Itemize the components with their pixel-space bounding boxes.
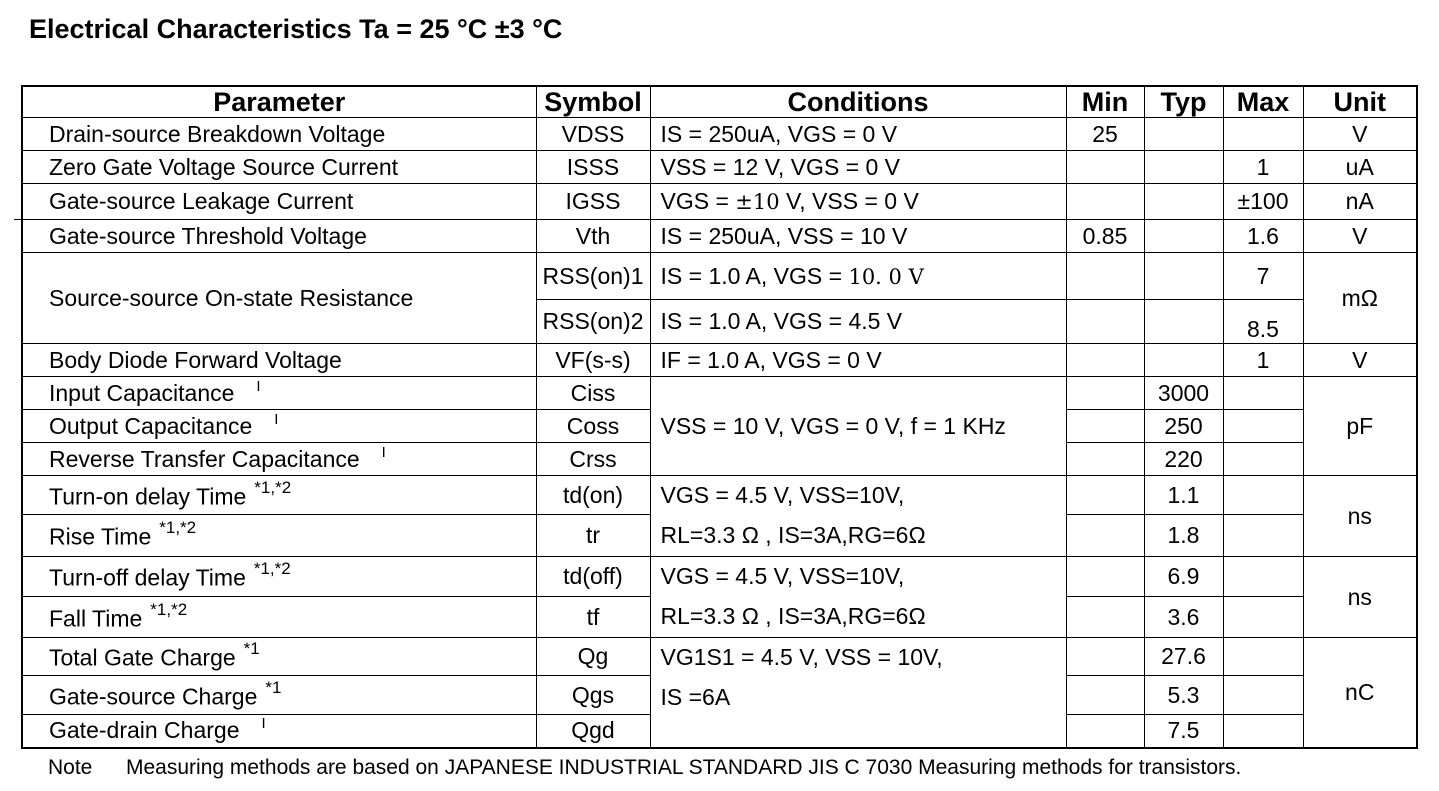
table-row bbox=[22, 344, 1417, 377]
unit-cell: V bbox=[1303, 220, 1417, 253]
unit-cell: ns bbox=[1303, 557, 1417, 638]
unit-cell: V bbox=[1303, 344, 1417, 377]
table-row bbox=[22, 476, 1417, 515]
parameter-cell: Gate-source Threshold Voltage bbox=[22, 220, 536, 253]
parameter-label: Gate-drain Charge bbox=[49, 717, 240, 744]
parameter-cell: Zero Gate Voltage Source Current bbox=[22, 151, 536, 184]
max-cell bbox=[1223, 715, 1303, 748]
conditions-part: VGS = bbox=[660, 188, 736, 214]
typ-cell bbox=[1144, 220, 1223, 253]
page-title: Electrical Characteristics Ta = 25 °C ±3 °C bbox=[29, 14, 563, 44]
header-max: Max bbox=[1223, 86, 1303, 118]
max-cell: 1.6 bbox=[1223, 220, 1303, 253]
table-row bbox=[22, 638, 1417, 676]
symbol-cell: Vth bbox=[536, 220, 650, 253]
min-cell bbox=[1066, 253, 1144, 300]
min-cell: 25 bbox=[1066, 118, 1144, 151]
max-cell bbox=[1223, 638, 1303, 676]
conditions-line: RL=3.3 Ω , IS=3A,RG=6Ω bbox=[660, 522, 926, 548]
min-cell bbox=[1066, 151, 1144, 184]
table-row bbox=[22, 220, 1417, 253]
header-min: Min bbox=[1066, 86, 1144, 118]
parameter-cell: Gate-source Leakage Current bbox=[22, 184, 536, 220]
table-row bbox=[22, 184, 1417, 220]
min-cell bbox=[1066, 410, 1144, 443]
conditions-cell: VSS = 10 V, VGS = 0 V, f = 1 KHz bbox=[650, 377, 1066, 476]
parameter-cell: Drain-source Breakdown Voltage bbox=[22, 118, 536, 151]
typ-cell bbox=[1144, 151, 1223, 184]
parameter-cell: Body Diode Forward Voltage bbox=[22, 344, 536, 377]
parameter-label: Turn-off delay Time bbox=[49, 564, 246, 591]
min-cell bbox=[1066, 557, 1144, 597]
header-symbol: Symbol bbox=[536, 86, 650, 118]
symbol-cell: VF(s-s) bbox=[536, 344, 650, 377]
conditions-cell bbox=[650, 476, 1066, 557]
symbol-cell: td(on) bbox=[536, 476, 650, 515]
conditions-cell bbox=[650, 184, 1066, 220]
parameter-label: Total Gate Charge bbox=[49, 644, 236, 671]
typ-cell: 6.9 bbox=[1144, 557, 1223, 597]
parameter-label: Rise Time bbox=[49, 524, 152, 551]
header-parameter: Parameter bbox=[22, 86, 536, 118]
conditions-line: VG1S1 = 4.5 V, VSS = 10V, bbox=[660, 644, 943, 670]
typ-cell bbox=[1144, 118, 1223, 151]
footnote-mark: I bbox=[261, 715, 266, 733]
max-cell bbox=[1223, 118, 1303, 151]
typ-cell: 7.5 bbox=[1144, 715, 1223, 748]
unit-cell: V bbox=[1303, 118, 1417, 151]
conditions-cell bbox=[650, 557, 1066, 638]
min-cell: 0.85 bbox=[1066, 220, 1144, 253]
conditions-cell bbox=[650, 638, 1066, 748]
conditions-line: IS =6A bbox=[660, 684, 731, 710]
max-cell bbox=[1223, 410, 1303, 443]
typ-cell: 220 bbox=[1144, 443, 1223, 476]
max-cell: 1 bbox=[1223, 151, 1303, 184]
symbol-cell: RSS(on)1 bbox=[536, 253, 650, 300]
footnote-ref: *1,*2 bbox=[150, 599, 188, 619]
parameter-cell bbox=[22, 676, 536, 715]
parameter-label: Output Capacitance bbox=[49, 412, 253, 439]
footnote-mark: I bbox=[381, 443, 386, 461]
symbol-cell: Ciss bbox=[536, 377, 650, 410]
min-cell bbox=[1066, 676, 1144, 715]
typ-cell: 27.6 bbox=[1144, 638, 1223, 676]
symbol-cell: tf bbox=[536, 597, 650, 638]
parameter-cell bbox=[22, 476, 536, 515]
conditions-cell bbox=[650, 253, 1066, 300]
parameter-label: Input Capacitance bbox=[49, 379, 235, 406]
parameter-cell bbox=[22, 443, 536, 476]
parameter-label: Turn-on delay Time bbox=[49, 483, 247, 510]
conditions-line: RL=3.3 Ω , IS=3A,RG=6Ω bbox=[660, 603, 926, 629]
parameter-cell bbox=[22, 715, 536, 748]
conditions-cell: IS = 250uA, VGS = 0 V bbox=[650, 118, 1066, 151]
max-cell bbox=[1223, 443, 1303, 476]
typ-cell: 1.1 bbox=[1144, 476, 1223, 515]
max-cell: ±100 bbox=[1223, 184, 1303, 220]
typ-cell: 3000 bbox=[1144, 377, 1223, 410]
parameter-label: Gate-source Charge bbox=[49, 683, 258, 710]
electrical-characteristics-table bbox=[21, 85, 1418, 749]
unit-cell: mΩ bbox=[1303, 253, 1417, 344]
unit-cell: ns bbox=[1303, 476, 1417, 557]
parameter-cell bbox=[22, 597, 536, 638]
conditions-line: VGS = 4.5 V, VSS=10V, bbox=[660, 482, 905, 508]
max-cell bbox=[1223, 377, 1303, 410]
min-cell bbox=[1066, 377, 1144, 410]
note-label: Note bbox=[48, 756, 93, 779]
symbol-cell: ISSS bbox=[536, 151, 650, 184]
unit-cell: nA bbox=[1303, 184, 1417, 220]
footnote-ref: *1,*2 bbox=[159, 518, 197, 538]
table-row bbox=[22, 151, 1417, 184]
min-cell bbox=[1066, 443, 1144, 476]
table-row bbox=[22, 118, 1417, 151]
symbol-cell: RSS(on)2 bbox=[536, 300, 650, 344]
min-cell bbox=[1066, 597, 1144, 638]
symbol-cell: Qgd bbox=[536, 715, 650, 748]
symbol-cell: Coss bbox=[536, 410, 650, 443]
parameter-cell bbox=[22, 410, 536, 443]
header-typ: Typ bbox=[1144, 86, 1223, 118]
parameter-label: Fall Time bbox=[49, 605, 143, 632]
table-row bbox=[22, 377, 1417, 410]
table-row bbox=[22, 557, 1417, 597]
footnote-mark: I bbox=[256, 377, 261, 395]
unit-cell: nC bbox=[1303, 638, 1417, 748]
parameter-cell bbox=[22, 515, 536, 557]
max-cell bbox=[1223, 515, 1303, 557]
max-cell bbox=[1223, 557, 1303, 597]
conditions-part: IS = 1.0 A, VGS = bbox=[660, 262, 849, 289]
note-text: Measuring methods are based on JAPANESE INDUSTRIAL STANDARD JIS C 7030 Measuring methods for transistors. bbox=[126, 756, 1242, 779]
typ-cell: 3.6 bbox=[1144, 597, 1223, 638]
typ-cell: 250 bbox=[1144, 410, 1223, 443]
parameter-cell bbox=[22, 557, 536, 597]
typ-cell bbox=[1144, 253, 1223, 300]
conditions-part: V, VSS = 0 V bbox=[779, 188, 919, 214]
min-cell bbox=[1066, 715, 1144, 748]
conditions-value: 10. 0 bbox=[848, 264, 902, 289]
header-conditions: Conditions bbox=[650, 86, 1066, 118]
symbol-cell: tr bbox=[536, 515, 650, 557]
footnote-ref: *1 bbox=[265, 677, 282, 697]
symbol-cell: Qgs bbox=[536, 676, 650, 715]
min-cell bbox=[1066, 300, 1144, 344]
unit-cell: uA bbox=[1303, 151, 1417, 184]
parameter-cell: Source-source On-state Resistance bbox=[22, 253, 536, 344]
max-cell bbox=[1223, 597, 1303, 638]
symbol-cell: td(off) bbox=[536, 557, 650, 597]
typ-cell bbox=[1144, 184, 1223, 220]
max-cell bbox=[1223, 476, 1303, 515]
symbol-cell: IGSS bbox=[536, 184, 650, 220]
unit-cell: pF bbox=[1303, 377, 1417, 476]
typ-cell bbox=[1144, 300, 1223, 344]
parameter-label: Reverse Transfer Capacitance bbox=[49, 445, 360, 472]
symbol-cell: VDSS bbox=[536, 118, 650, 151]
min-cell bbox=[1066, 638, 1144, 676]
header-unit: Unit bbox=[1303, 86, 1417, 118]
conditions-line: VGS = 4.5 V, VSS=10V, bbox=[660, 563, 905, 589]
max-cell: 7 bbox=[1223, 253, 1303, 300]
min-cell bbox=[1066, 515, 1144, 557]
typ-cell bbox=[1144, 344, 1223, 377]
min-cell bbox=[1066, 184, 1144, 220]
typ-cell: 5.3 bbox=[1144, 676, 1223, 715]
min-cell bbox=[1066, 344, 1144, 377]
parameter-cell bbox=[22, 377, 536, 410]
symbol-cell: Crss bbox=[536, 443, 650, 476]
conditions-cell: IF = 1.0 A, VGS = 0 V bbox=[650, 344, 1066, 377]
conditions-part: V bbox=[901, 264, 924, 289]
header-row bbox=[22, 86, 1417, 118]
conditions-cell: VSS = 12 V, VGS = 0 V bbox=[650, 151, 1066, 184]
footnote-ref: *1 bbox=[243, 639, 260, 659]
symbol-cell: Qg bbox=[536, 638, 650, 676]
footnote-ref: *1,*2 bbox=[254, 477, 292, 497]
conditions-cell: IS = 250uA, VSS = 10 V bbox=[650, 220, 1066, 253]
parameter-cell bbox=[22, 638, 536, 676]
conditions-cell: IS = 1.0 A, VGS = 4.5 V bbox=[650, 300, 1066, 344]
footnote-ref: *1,*2 bbox=[253, 559, 291, 579]
conditions-value: ±10 bbox=[735, 190, 780, 214]
max-cell bbox=[1223, 676, 1303, 715]
table-row bbox=[22, 253, 1417, 300]
min-cell bbox=[1066, 476, 1144, 515]
footnote-mark: I bbox=[274, 410, 279, 428]
typ-cell: 1.8 bbox=[1144, 515, 1223, 557]
footnote bbox=[48, 756, 1241, 780]
max-cell: 8.5 bbox=[1223, 300, 1303, 344]
max-cell: 1 bbox=[1223, 344, 1303, 377]
